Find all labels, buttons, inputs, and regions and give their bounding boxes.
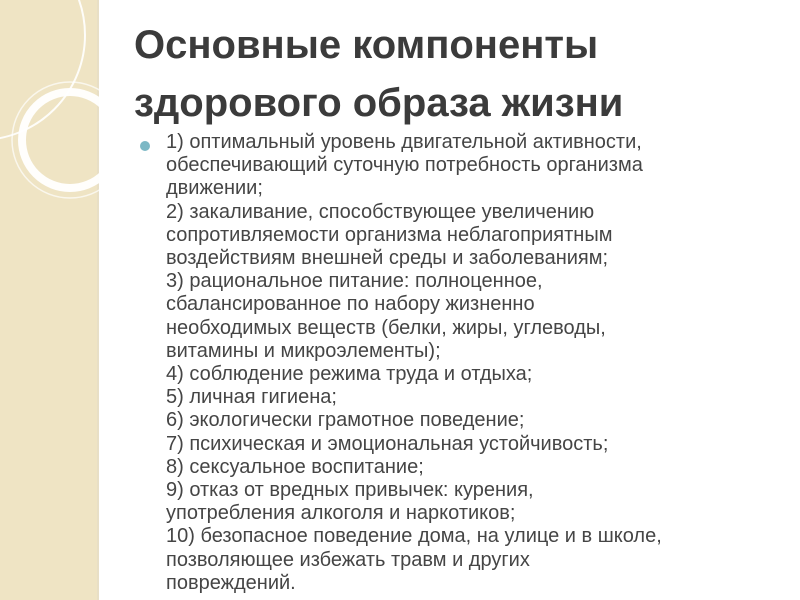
decorative-ring-medium: [22, 92, 118, 188]
list-line: повреждений.: [166, 571, 296, 594]
list-line: употребления алкоголя и наркотиков;: [166, 502, 516, 525]
components-list: [166, 131, 796, 595]
slide-title: [134, 16, 623, 132]
list-line: 7) психическая и эмоциональная устойчивость;: [166, 432, 609, 455]
list-line: 10) безопасное поведение дома, на улице и в школе,: [166, 525, 662, 548]
list-line: обеспечивающий суточную потребность организма: [166, 154, 643, 177]
list-line: 3) рациональное питание: полноценное,: [166, 270, 543, 293]
bullet-dot-icon: [140, 141, 150, 151]
decorative-ring-outer: [12, 82, 128, 198]
list-line: движении;: [166, 177, 263, 200]
slide-title-line-1: Основные компоненты: [134, 23, 599, 67]
list-line: 9) отказ от вредных привычек: курения,: [166, 479, 534, 502]
list-line: 5) личная гигиена;: [166, 386, 337, 409]
slide-title-line-2: здорового образа жизни: [134, 81, 624, 125]
list-line: 4) соблюдение режима труда и отдыха;: [166, 363, 533, 386]
list-line: 8) сексуальное воспитание;: [166, 455, 424, 478]
list-line: 2) закаливание, способствующее увеличению: [166, 200, 595, 223]
list-line: витамины и микроэлементы);: [166, 339, 441, 362]
list-line: 1) оптимальный уровень двигательной активности,: [166, 131, 642, 153]
decorative-ring-large: [0, 0, 85, 140]
list-line: позволяющее избежать травм и других: [166, 548, 530, 571]
list-line: сопротивляемости организма неблагоприятным: [166, 223, 613, 246]
list-line: необходимых веществ (белки, жиры, углеводы,: [166, 316, 606, 339]
list-line: сбалансированное по набору жизненно: [166, 293, 535, 316]
list-line: воздействиям внешней среды и заболеваниям;: [166, 247, 609, 270]
list-line: 6) экологически грамотное поведение;: [166, 409, 525, 432]
